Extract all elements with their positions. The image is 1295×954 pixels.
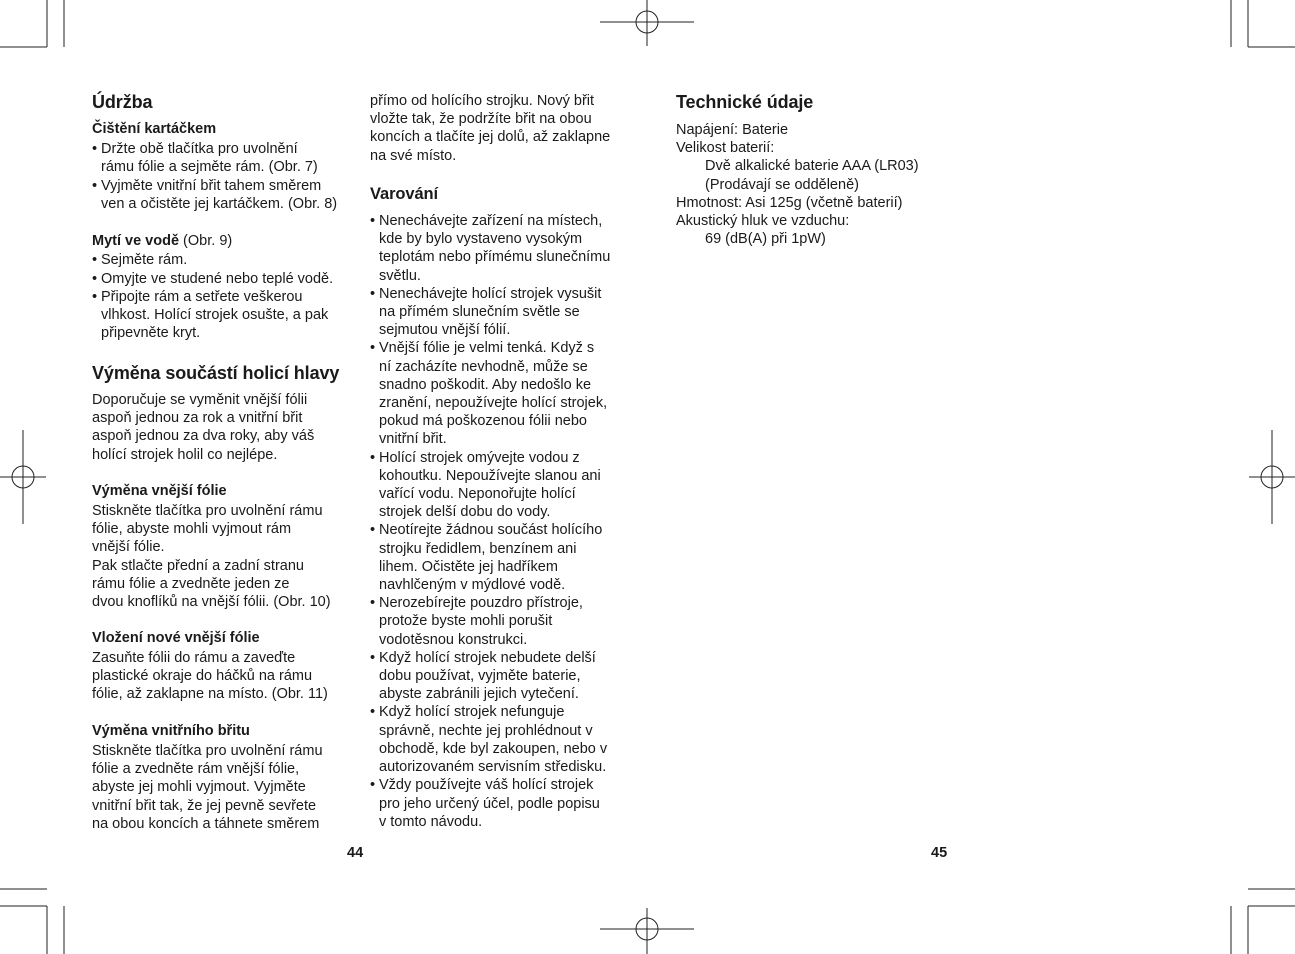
text-line: na své místo. — [370, 147, 457, 164]
text-line: Nenechávejte zařízení na místech, — [379, 213, 603, 229]
text-line: rámu fólie a zvedněte jeden ze — [92, 575, 290, 592]
text-line: lihem. Očistěte jej hadříkem — [379, 558, 558, 575]
text-line: Vyjměte vnitřní břit tahem směrem — [101, 178, 322, 194]
text-line: holící strojek holil co nejlépe. — [92, 446, 278, 463]
text-line: Připojte rám a setřete veškerou — [101, 289, 303, 305]
bullet-item — [370, 449, 610, 522]
text-line: Pak stlačte přední a zadní stranu — [92, 557, 304, 574]
text-line: strojku ředidlem, benzínem ani — [379, 540, 577, 557]
page-number-right: 45 — [931, 845, 948, 861]
text-line: vnitřní břit. — [379, 431, 447, 448]
bullet-item — [92, 288, 328, 343]
text-line: světlu. — [379, 267, 421, 284]
text-line: aspoň jednou za dva roky, aby váš — [92, 428, 315, 445]
spec-row: Hmotnost: Asi 125g (včetně baterií) — [676, 194, 903, 211]
text-line: Zasuňte fólii do rámu a zaveďte — [92, 650, 296, 666]
text-line: fólie, až zaklapne na místo. (Obr. 11) — [92, 686, 328, 703]
text-line: pokud má poškozenou fólii nebo — [379, 413, 587, 430]
bullet-item — [370, 776, 610, 831]
spec-list — [676, 121, 919, 248]
text-line: plastické okraje do háčků na rámu — [92, 668, 313, 685]
bullet-item — [92, 270, 333, 288]
text-line: přímo od holícího strojku. Nový břit — [370, 93, 595, 109]
text-line: zranění, nepoužívejte holící strojek, — [379, 395, 608, 412]
text-line: na přímém slunečním světle se — [379, 304, 580, 321]
heading-washing-bold: Mytí ve vodě — [92, 233, 180, 249]
spec-row: Akustický hluk ve vzduchu: — [676, 213, 850, 230]
heading-maintenance: Údržba — [92, 92, 153, 112]
text-line: vlhkost. Holící strojek osušte, a pak — [101, 307, 329, 324]
text-line: fólie, abyste mohli vyjmout rám — [92, 521, 292, 538]
text-line: Sejměte rám. — [101, 252, 188, 268]
text-line: ven a očistěte jej kartáčkem. (Obr. 8) — [101, 196, 338, 213]
text-line: teplotám nebo přímému slunečnímu — [379, 249, 611, 266]
text-line: Doporučuje se vyměnit vnější fólii — [92, 392, 308, 408]
heading-outer-foil: Výměna vnější fólie — [92, 483, 227, 499]
text-line: Když holící strojek nebudete delší — [379, 649, 596, 666]
text-line: protože byste mohli porušit — [379, 613, 553, 630]
text-line: Neotírejte žádnou součást holícího — [379, 522, 603, 539]
bullet-icon: • — [370, 649, 376, 666]
bullet-item — [92, 177, 337, 213]
text-line: autorizovaném servisním středisku. — [379, 759, 607, 776]
bullet-item — [370, 285, 610, 340]
text-line: Držte obě tlačítka pro uvolnění — [101, 141, 298, 157]
text-line: dobu používat, vyjměte baterie, — [379, 668, 581, 685]
spec-row: Velikost baterií: — [676, 140, 775, 157]
text-line: dvou knoflíků na vnější fólii. (Obr. 10) — [92, 594, 331, 611]
text-line: Nerozebírejte pouzdro přístroje, — [379, 595, 583, 612]
heading-brush-cleaning: Čištění kartáčkem — [92, 121, 217, 137]
spec-row: (Prodávají se odděleně) — [705, 176, 859, 193]
text-line: na obou koncích a táhnete směrem — [92, 815, 320, 832]
text-line: obchodě, kde byl zakoupen, nebo v — [379, 740, 608, 757]
bullet-icon: • — [370, 285, 376, 302]
bullet-icon: • — [370, 213, 376, 229]
heading-inner-blade: Výměna vnitřního břitu — [92, 723, 250, 739]
bullet-icon: • — [92, 271, 98, 287]
bullet-item — [92, 140, 318, 176]
bullet-item — [92, 251, 187, 269]
paragraph — [92, 649, 328, 704]
spec-row: 69 (dB(A) při 1pW) — [705, 231, 826, 248]
paragraph — [92, 391, 314, 464]
text-line: Stiskněte tlačítka pro uvolnění rámu — [92, 743, 323, 759]
spec-row: Napájení: Baterie — [676, 122, 789, 138]
text-line: aspoň jednou za rok a vnitřní břit — [92, 410, 303, 427]
text-line: rámu fólie a sejměte rám. (Obr. 7) — [101, 159, 318, 176]
bullet-icon: • — [92, 252, 98, 268]
text-line: pro jeho určený účel, podle popisu — [379, 795, 600, 812]
bullet-icon: • — [370, 704, 376, 721]
bullet-icon: • — [92, 178, 98, 194]
bullet-item — [370, 594, 610, 649]
text-line: vnější fólie. — [92, 539, 165, 556]
bullet-item — [370, 703, 610, 776]
heading-technical-data: Technické údaje — [676, 92, 814, 112]
heading-washing-figure: (Obr. 9) — [179, 233, 233, 249]
text-line: vložte tak, že podržíte břit na obou — [370, 111, 592, 128]
text-line: Omyjte ve studené nebo teplé vodě. — [101, 271, 334, 287]
bullet-item — [370, 521, 610, 594]
spec-row: Dvě alkalické baterie AAA (LR03) — [705, 158, 919, 175]
text-line: sejmutou vnější fólií. — [379, 322, 511, 339]
bullet-item — [370, 212, 610, 285]
bullet-icon: • — [370, 340, 376, 357]
text-line: Stiskněte tlačítka pro uvolnění rámu — [92, 503, 323, 519]
heading-new-foil: Vložení nové vnější fólie — [92, 630, 260, 646]
heading-parts-replacement: Výměna součástí holicí hlavy — [92, 363, 340, 383]
warning-list — [370, 212, 610, 831]
heading-washing — [92, 232, 232, 250]
bullet-icon: • — [370, 522, 376, 539]
text-line: koncích a tlačíte jej dolů, až zaklapne — [370, 129, 611, 146]
bullet-icon: • — [370, 777, 376, 794]
text-line: připevněte kryt. — [101, 325, 201, 342]
paragraph-continuation — [370, 92, 610, 165]
text-line: fólie a zvedněte rám vnější fólie, — [92, 761, 300, 778]
text-line: snadno poškodit. Aby nedošlo ke — [379, 376, 592, 393]
paragraph — [92, 502, 331, 611]
text-line: abyste zabránili jejich vytečení. — [379, 686, 579, 703]
bullet-icon: • — [370, 595, 376, 612]
text-line: ní zacházíte nevhodně, může se — [379, 358, 588, 375]
text-line: navhlčeným v mýdlové vodě. — [379, 577, 566, 594]
text-line: Vždy používejte váš holící strojek — [379, 777, 594, 794]
text-line: vnitřní břit tak, že jej pevně sevřete — [92, 797, 317, 814]
text-line: abyste jej mohli vyjmout. Vyjměte — [92, 779, 306, 796]
bullet-icon: • — [370, 449, 376, 466]
text-line: v tomto návodu. — [379, 813, 483, 830]
bullet-icon: • — [92, 289, 98, 305]
text-line: Vnější fólie je velmi tenká. Když s — [379, 340, 595, 357]
text-line: správně, nechte jej prohlédnout v — [379, 722, 593, 739]
page-number-left: 44 — [347, 845, 364, 861]
text-line: kde by bylo vystaveno vysokým — [379, 231, 583, 248]
paragraph — [92, 742, 323, 833]
bullet-item — [370, 339, 610, 448]
bullet-item — [370, 649, 610, 704]
text-line: vařící vodu. Neponořujte holící — [379, 486, 576, 503]
heading-warning: Varování — [370, 185, 438, 203]
bullet-icon: • — [92, 141, 98, 157]
text-line: Nenechávejte holící strojek vysušit — [379, 285, 602, 302]
text-line: Když holící strojek nefunguje — [379, 704, 565, 721]
text-line: vodotěsnou konstrukci. — [379, 631, 528, 648]
text-line: kohoutku. Nepoužívejte slanou ani — [379, 467, 601, 484]
text-line: strojek delší dobu do vody. — [379, 504, 551, 521]
text-line: Holící strojek omývejte vodou z — [379, 449, 580, 466]
